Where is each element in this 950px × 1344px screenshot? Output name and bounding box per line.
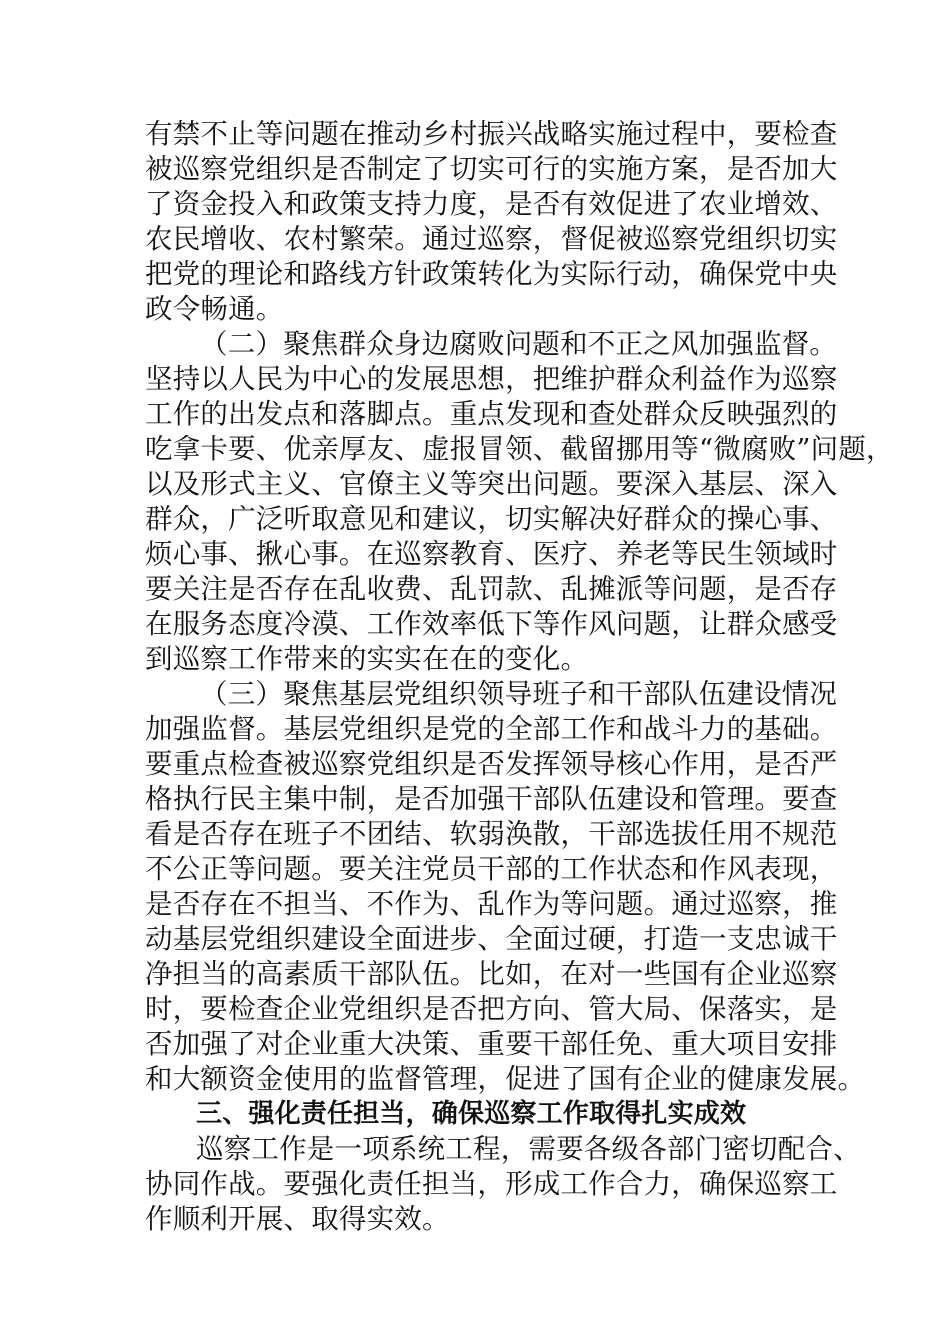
text-line: 要关注是否存在乱收费、乱罚款、乱摊派等问题，是否存: [145, 573, 838, 605]
text-line: 吃拿卡要、优亲厚友、虚报冒领、截留挪用等“微腐败”问题，: [145, 433, 894, 465]
section-heading-3: （三）聚焦基层党组织领导班子和干部队伍建设情况: [200, 678, 838, 710]
text-line: 不公正等问题。要关注党员干部的工作状态和作风表现，: [145, 853, 838, 885]
text-line: 看是否存在班子不团结、软弱涣散，干部选拔任用不规范: [145, 818, 838, 850]
text-line: 作顺利开展、取得实效。: [145, 1203, 450, 1235]
text-line: 有禁不止等问题在推动乡村振兴战略实施过程中，要检查: [145, 118, 838, 150]
text-line: 农民增收、农村繁荣。通过巡察，督促被巡察党组织切实: [145, 223, 838, 255]
text-line: 和大额资金使用的监督管理，促进了国有企业的健康发展。: [145, 1063, 866, 1095]
section-heading-2: （二）聚焦群众身边腐败问题和不正之风加强监督。: [200, 328, 838, 360]
text-line: 坚持以人民为中心的发展思想，把维护群众利益作为巡察: [145, 363, 838, 395]
text-line: 协同作战。要强化责任担当，形成工作合力，确保巡察工: [145, 1168, 838, 1200]
text-line: 在服务态度冷漠、工作效率低下等作风问题，让群众感受: [145, 608, 838, 640]
text-line: 巡察工作是一项系统工程，需要各级各部门密切配合、: [196, 1133, 861, 1165]
text-line: 烦心事、揪心事。在巡察教育、医疗、养老等民生领域时: [145, 538, 838, 570]
text-line: 动基层党组织建设全面进步、全面过硬，打造一支忠诚干: [145, 923, 838, 955]
text-line: 加强监督。基层党组织是党的全部工作和战斗力的基础。: [145, 713, 838, 745]
text-line: 否加强了对企业重大决策、重要干部任免、重大项目安排: [145, 1028, 838, 1060]
text-line: 群众，广泛听取意见和建议，切实解决好群众的操心事、: [145, 503, 838, 535]
text-line: 了资金投入和政策支持力度，是否有效促进了农业增效、: [145, 188, 838, 220]
text-line: 把党的理论和路线方针政策转化为实际行动，确保党中央: [145, 258, 838, 290]
text-line: 政令畅通。: [145, 293, 284, 325]
text-line: 格执行民主集中制，是否加强干部队伍建设和管理。要查: [145, 783, 838, 815]
text-line: 以及形式主义、官僚主义等突出问题。要深入基层、深入: [145, 468, 838, 500]
text-line: 时，要检查企业党组织是否把方向、管大局、保落实，是: [145, 993, 838, 1025]
chapter-heading-3: 三、强化责任担当，确保巡察工作取得扎实成效: [196, 1099, 747, 1129]
text-line: 要重点检查被巡察党组织是否发挥领导核心作用，是否严: [145, 748, 838, 780]
text-line: 被巡察党组织是否制定了切实可行的实施方案，是否加大: [145, 153, 838, 185]
text-line: 到巡察工作带来的实实在在的变化。: [145, 643, 589, 675]
text-line: 工作的出发点和落脚点。重点发现和查处群众反映强烈的: [145, 398, 838, 430]
text-line: 是否存在不担当、不作为、乱作为等问题。通过巡察，推: [145, 888, 838, 920]
text-line: 净担当的高素质干部队伍。比如，在对一些国有企业巡察: [145, 958, 838, 990]
